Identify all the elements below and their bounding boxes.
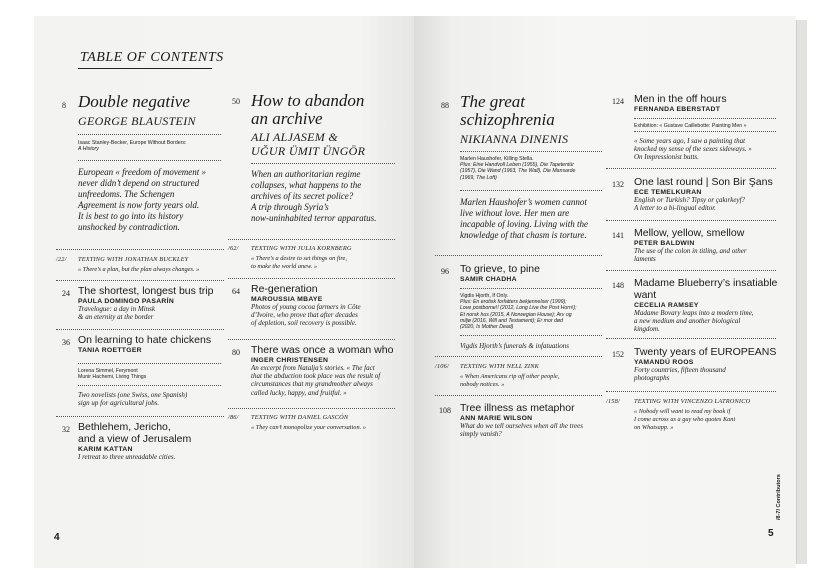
entry-page-number: 64 — [232, 287, 240, 296]
texting-label[interactable]: TEXTING WITH JULIA KORNBERG — [251, 245, 352, 252]
dotted-divider — [606, 338, 776, 339]
dotted-divider — [56, 249, 224, 250]
dotted-divider — [56, 416, 224, 417]
dotted-divider — [606, 270, 776, 271]
entry-description: Vigdis Hjorth’s funerals & infatuations — [460, 342, 570, 350]
texting-label[interactable]: TEXTING WITH VINCENZO LATRONICO — [634, 398, 751, 405]
texting-quote: « Nobody will want to read my book if I come across as a guy who quotes Kant on Whatsapp. » — [634, 408, 736, 431]
entry-description: Two novelists (one Swiss, one Spanish) sign up for agricultural jobs. — [78, 391, 188, 408]
toc-entry[interactable]: There was once a woman who INGER CHRISTENSEN An excerpt from Natalja’s stories. « The fact that the abduction took place was the result of circumstances that my grandmother always called lucky, happy, and fruitful. » — [251, 344, 394, 397]
entry-credit: Marlen Haushofer, Killing Stella. Plus: Eine Handvoll Leben (1955), Die Tapetentür (1957), Die Wand (1963, The Wall), Die Mansarde (1969, The Loft) — [460, 156, 576, 181]
toc-entry[interactable]: Twenty years of EUROPEANS YAMANDÚ ROOS Forty countries, fifteen thousand photographs — [634, 346, 777, 383]
toc-heading: TABLE OF CONTENTS — [80, 50, 224, 65]
dotted-divider — [606, 220, 776, 221]
entry-page-number: 124 — [612, 97, 624, 106]
toc-entry[interactable]: To grieve, to pine SAMIR CHADHA — [460, 263, 540, 283]
entry-page-number: 96 — [441, 267, 449, 276]
dotted-divider — [634, 131, 776, 132]
dotted-divider — [228, 408, 395, 409]
toc-entry[interactable]: One last round | Son Bir Şans ECE TEMELKURAN English or Turkish? Tipsy or çakırkeyf? A letter to a bi-lingual editor. — [634, 176, 773, 213]
entry-title[interactable]: The great schizophrenia — [460, 92, 555, 129]
entry-author: NIKIANNA DINENIS — [460, 132, 569, 146]
texting-label[interactable]: TEXTING WITH NELL ZINK — [460, 363, 539, 370]
texting-quote: « There’s a desire to set things on fire, to make the world anew. » — [251, 255, 347, 270]
entry-credit: Lorena Simmel, Ferymont Munir Hachemi, Living Things — [78, 368, 147, 381]
toc-entry[interactable]: Bethlehem, Jericho, and a view of Jerusalem KARIM KATTAN I retreat to three unreadable cities. — [78, 421, 192, 461]
texting-number: /62/ — [228, 245, 239, 252]
dotted-divider — [228, 339, 395, 340]
toc-entry[interactable]: The shortest, longest bus trip PAULA DOMINGO PASARÍN Travelogue: a day in Minsk & an eternity at the border — [78, 285, 214, 322]
toc-entry[interactable]: Mellow, yellow, smellow PETER BALDWIN The use of the colon in titling, and other laments — [634, 227, 747, 264]
toc-entry[interactable]: Madame Blueberry’s insatiable want CECELIA RAMSEY Madame Bovary leaps into a modern time, a new medium and another biological kingdom. — [634, 277, 778, 334]
entry-author: GEORGE BLAUSTEIN — [78, 114, 196, 128]
entry-page-number: 24 — [62, 289, 70, 298]
entry-description: When an authoritarian regime collapses, what happens to the archives of its secret police? A trip through Syria’s now-uninhabited terror apparatus. — [251, 169, 377, 223]
entry-page-number: 148 — [612, 281, 624, 290]
entry-page-number: 108 — [439, 406, 451, 415]
texting-label[interactable]: TEXTING WITH DANIEL GASCÓN — [251, 414, 349, 421]
entry-credit: Isaac Stanley-Becker, Europe Without Borders: A History — [78, 140, 187, 153]
dotted-divider — [78, 160, 221, 161]
texting-number: /106/ — [435, 363, 449, 370]
entry-title[interactable]: Double negative — [78, 92, 190, 111]
entry-page-number: 50 — [232, 97, 240, 106]
entry-page-number: 88 — [441, 101, 449, 110]
dotted-divider — [606, 168, 776, 169]
texting-quote: « There’s a plan, but the plan always changes. » — [78, 266, 200, 273]
dotted-divider — [228, 278, 395, 279]
dotted-divider — [251, 163, 395, 164]
entry-page-number: 152 — [612, 350, 624, 359]
dotted-divider — [78, 134, 221, 135]
dotted-divider — [460, 335, 602, 336]
dotted-divider — [606, 391, 776, 392]
dotted-divider — [634, 118, 776, 119]
dotted-divider — [460, 151, 602, 152]
entry-page-number: 32 — [62, 425, 70, 434]
texting-number: /86/ — [228, 414, 239, 421]
dotted-divider — [435, 395, 602, 396]
entry-description: Marlen Haushofer’s women cannot live without love. Her men are incapable of loving. Living with the knowledge of that chasm is torture. — [460, 197, 588, 240]
entry-page-number: 141 — [612, 231, 624, 240]
dotted-divider — [78, 363, 221, 364]
texting-quote: « When Americans rip off other people, nobody notices. » — [460, 373, 560, 388]
entry-description: « Some years ago, I saw a painting that knocked my sense of the sexes sideways. » On Impressionist butts. — [634, 137, 752, 162]
dotted-divider — [78, 385, 221, 386]
dotted-divider — [460, 288, 602, 289]
dotted-divider — [56, 280, 224, 281]
dotted-divider — [228, 239, 395, 240]
entry-description: European « freedom of movement » never didn’t depend on structured unfreedoms. The Schengen Agreement is now forty years old. It is best to go into its history unshocked by contradiction. — [78, 167, 207, 232]
entry-page-number: 8 — [62, 101, 66, 110]
toc-heading-underline — [78, 68, 212, 69]
entry-credit: Vigdis Hjorth, If Only. Plus: En erotisk forfatters bekjennelser (1999); Love postborne!! (2012, Long Live the Post Horn!); Et norsk hus (2015, A Norwegian House); Arv og miljø (2016, Will and Testament); Er mor død (2020, Is Mother Dead) — [460, 293, 577, 331]
page-edge — [796, 20, 807, 564]
dotted-divider — [56, 329, 224, 330]
entry-page-number: 132 — [612, 180, 624, 189]
contributors-side-label: /8-7/ Contributors — [776, 474, 782, 520]
entry-page-number: 36 — [62, 338, 70, 347]
texting-quote: « They can’t monopolize your conversation. » — [251, 424, 366, 431]
texting-number: /158/ — [606, 398, 620, 405]
dotted-divider — [435, 356, 602, 357]
dotted-divider — [435, 255, 602, 256]
page-number: 4 — [54, 532, 60, 543]
texting-label[interactable]: TEXTING WITH JONATHAN BUCKLEY — [78, 256, 189, 263]
toc-entry[interactable]: Tree illness as metaphor ANN MARIE WILSON What do we tell ourselves when all the trees simply vanish? — [460, 402, 583, 439]
page-number: 5 — [768, 528, 774, 539]
toc-entry[interactable]: Re-generation MAROUSSIA MBAYE Photos of young cocoa farmers in Côte d’Ivoire, who prove that after decades of depletion, soil recovery is possible. — [251, 283, 361, 328]
entry-page-number: 80 — [232, 348, 240, 357]
toc-entry[interactable]: Men in the off hours FERNANDA EBERSTADT — [634, 93, 727, 113]
texting-number: /22/ — [56, 256, 67, 263]
entry-credit: Exhibition: « Gustave Caillebotte: Painting Men » — [634, 123, 747, 129]
entry-author: ALI ALJASEM & UĞUR ÜMIT ÜNGÖR — [251, 130, 366, 158]
entry-title[interactable]: How to abandon an archive — [251, 91, 365, 128]
dotted-divider — [460, 190, 602, 191]
toc-entry[interactable]: On learning to hate chickens TANIA ROETTGER — [78, 334, 212, 354]
